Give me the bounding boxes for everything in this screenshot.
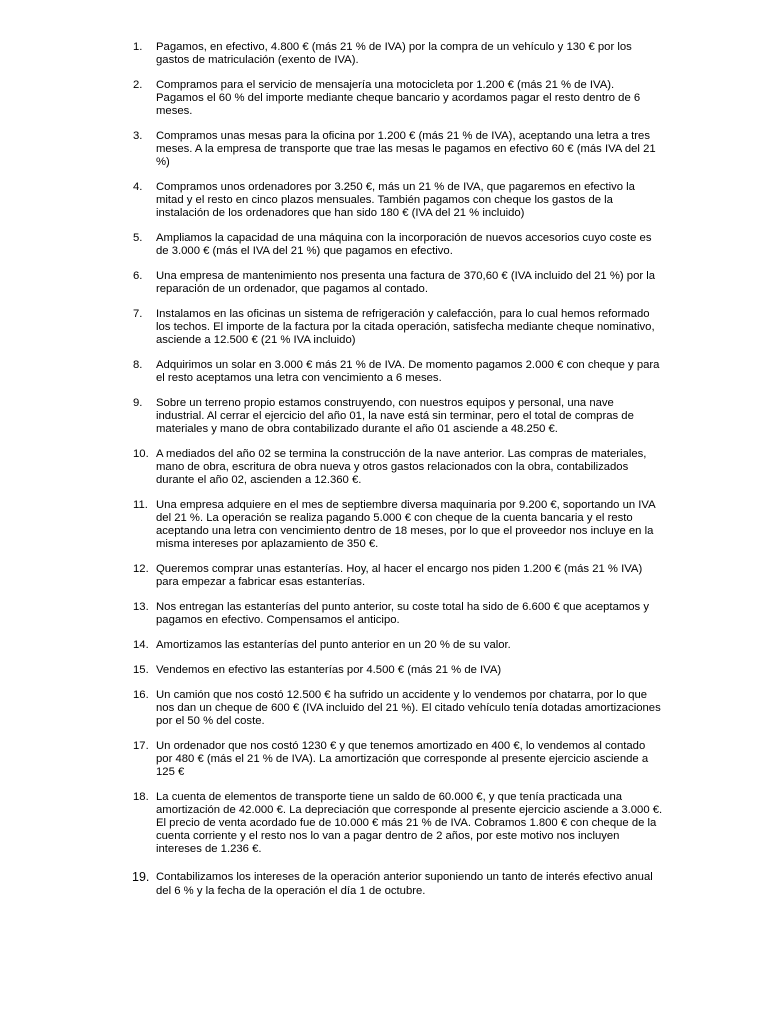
item-number: 17.: [133, 740, 149, 752]
item-number: 15.: [133, 664, 149, 676]
item-number: 9.: [133, 397, 143, 409]
list-item: [0, 79, 768, 118]
list-item: [0, 397, 768, 436]
item-text: Pagamos, en efectivo, 4.800 € (más 21 % de IVA) por la compra de un vehículo y 130 € por los gastos de matriculación (exento de IVA).: [156, 41, 632, 66]
item-number: 4.: [133, 181, 143, 193]
item-text: Una empresa adquiere en el mes de septiembre diversa maquinaria por 9.200 €, soportando un IVA del 21 %. La operación se realiza pagando 5.000 € con cheque de la cuenta bancaria y el resto aceptando una letra con vencimiento dentro de 18 meses, por lo que el proveedor nos incluye en la misma intereses por aplazamiento de 350 €.: [156, 499, 656, 550]
item-number: 1.: [133, 41, 143, 53]
item-number: 3.: [133, 130, 143, 142]
item-text: Adquirimos un solar en 3.000 € más 21 % de IVA. De momento pagamos 2.000 € con cheque y para el resto aceptamos una letra con vencimiento a 6 meses.: [156, 359, 660, 384]
item-number: 7.: [133, 308, 143, 320]
item-text: Compramos para el servicio de mensajería una motocicleta por 1.200 € (más 21 % de IVA). Pagamos el 60 % del importe mediante cheque bancario y acordamos pagar el resto dentro de 6 meses.: [156, 79, 641, 117]
item-text: Queremos comprar unas estanterías. Hoy, al hacer el encargo nos piden 1.200 € (más 21 % IVA) para empezar a fabricar esas estanterías.: [156, 563, 643, 588]
list-item: [0, 270, 768, 296]
list-item: [0, 563, 768, 589]
list-item: [0, 639, 768, 652]
list-item: [0, 308, 768, 347]
item-number: 12.: [133, 563, 149, 575]
item-number: 5.: [133, 232, 143, 244]
list-item: [0, 499, 768, 551]
item-number: 18.: [133, 791, 149, 803]
item-number: 11.: [133, 499, 148, 511]
item-number: 19.: [132, 870, 150, 884]
list-item: [0, 740, 768, 779]
item-text: Sobre un terreno propio estamos construyendo, con nuestros equipos y personal, una nave industrial. Al cerrar el ejercicio del año 01, la nave está sin terminar, pero el total de compras de materiales y mano de obra contabilizado durante el año 01 asciende a 48.250 €.: [156, 397, 634, 435]
item-text: Contabilizamos los intereses de la operación anterior suponiendo un tanto de interés efectivo anual del 6 % y la fecha de la operación el día 1 de octubre.: [156, 871, 653, 897]
list-item: [0, 601, 768, 627]
item-text: Un camión que nos costó 12.500 € ha sufrido un accidente y lo vendemos por chatarra, por lo que nos dan un cheque de 600 € (IVA incluido del 21 %). El citado vehículo tenía dotadas amortizaciones por el 50 % del coste.: [156, 689, 661, 727]
item-text: Instalamos en las oficinas un sistema de refrigeración y calefacción, para lo cual hemos reformado los techos. El importe de la factura por la citada operación, satisfecha mediante cheque nominativo, asciende a 12.500 € (21 % IVA incluido): [156, 308, 655, 346]
exercise-list: [0, 41, 768, 910]
item-text: Compramos unos ordenadores por 3.250 €, más un 21 % de IVA, que pagaremos en efectivo la mitad y el resto en cinco plazos mensuales. También pagamos con cheque los gastos de la instalación de los ordenadores que han sido 180 € (IVA del 21 % incluido): [156, 181, 635, 219]
item-text: Amortizamos las estanterías del punto anterior en un 20 % de su valor.: [156, 639, 511, 651]
item-text: Un ordenador que nos costó 1230 € y que tenemos amortizado en 400 €, lo vendemos al contado por 480 € (más el 21 % de IVA). La amortización que corresponde al presente ejercicio asciende a 125 €: [156, 740, 649, 778]
item-text: La cuenta de elementos de transporte tiene un saldo de 60.000 €, y que tenía practicada una amortización de 42.000 €. La depreciación que corresponde al presente ejercicio asciende a 3.000 €. El precio de venta acordado fue de 10.000 € más 21 % de IVA. Cobramos 1.800 € con cheque de la cuenta corriente y el resto nos lo van a pagar dentro de 2 años, por este motivo nos incluyen intereses de 1.236 €.: [156, 791, 663, 855]
item-text: Nos entregan las estanterías del punto anterior, su coste total ha sido de 6.600 € que aceptamos y pagamos en efectivo. Compensamos el anticipo.: [156, 601, 649, 626]
item-text: Vendemos en efectivo las estanterías por 4.500 € (más 21 % de IVA): [156, 664, 502, 676]
item-number: 2.: [133, 79, 143, 91]
item-text: A mediados del año 02 se termina la construcción de la nave anterior. Las compras de materiales, mano de obra, escritura de obra nueva y otros gastos relacionados con la obra, contabilizados durante el año 02, ascienden a 12.360 €.: [156, 448, 647, 486]
list-item: [0, 664, 768, 677]
list-item: [0, 181, 768, 220]
item-number: 8.: [133, 359, 143, 371]
list-item: [0, 870, 768, 898]
list-item: [0, 41, 768, 67]
item-number: 16.: [133, 689, 149, 701]
item-text: Ampliamos la capacidad de una máquina con la incorporación de nuevos accesorios cuyo coste es de 3.000 € (más el IVA del 21 %) que pagamos en efectivo.: [156, 232, 652, 257]
item-number: 10.: [133, 448, 149, 460]
item-number: 6.: [133, 270, 143, 282]
item-text: Una empresa de mantenimiento nos presenta una factura de 370,60 € (IVA incluido del 21 %) por la reparación de un ordenador, que pagamos al contado.: [156, 270, 656, 295]
item-number: 14.: [133, 639, 149, 651]
list-item: [0, 359, 768, 385]
list-item: [0, 232, 768, 258]
list-item: [0, 448, 768, 487]
list-item: [0, 689, 768, 728]
item-number: 13.: [133, 601, 149, 613]
list-item: [0, 791, 768, 856]
item-text: Compramos unas mesas para la oficina por 1.200 € (más 21 % de IVA), aceptando una letra a tres meses. A la empresa de transporte que trae las mesas le pagamos en efectivo 60 € (más IVA del 21 %): [156, 130, 656, 168]
list-item: [0, 130, 768, 169]
